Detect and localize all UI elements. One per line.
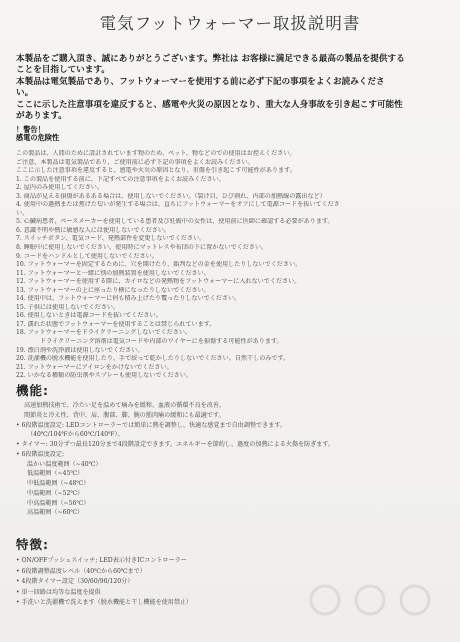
list-item: 11. フットウォーマーと一緒に別の加熱装置を使用しないでください。 bbox=[16, 269, 210, 277]
danger-label: 感電の危険性 bbox=[16, 133, 60, 143]
list-item: • タイマー: 30分ずつ最長120分まで4段階設定できます。エネルギーを節約し、過度の加熱による火傷を防ぎます。 bbox=[16, 441, 335, 448]
list-item: 17. 濡れた状態でフットウォーマーを使用することは禁じられています。 bbox=[16, 320, 216, 328]
list-item: • 手洗いと洗濯機で洗えます（脱水機能と干し機能を使用禁止） bbox=[16, 599, 193, 607]
list-item: 温かい温度範囲（~40℃） bbox=[27, 460, 102, 468]
list-item: 中高温範囲（~56℃） bbox=[27, 499, 90, 507]
list-item: 21. フットウォーマーにアイロンをかけないでください。 bbox=[16, 363, 173, 371]
intro-line: があります。 bbox=[16, 111, 67, 122]
list-item: • 6段階温度設定: bbox=[16, 450, 65, 458]
list-item: この製品は、人間のために設計されています物のため、ペット、物などのでの使用はお控えください。 bbox=[16, 150, 296, 157]
list-item: 3. 商品が見える損傷があるある場合は、使用しないでください。（裂け目、ひび割れ、内部の加熱線の露出など） bbox=[16, 192, 326, 200]
list-item: • 6段階温度設定: LEDコントローラーでは簡単に熱を調整し、快適な感覚まで自由調整できます。 bbox=[16, 421, 287, 429]
list-item: 12. フットウォーマーを使用する際に、カイロなどの発熱物をフットウォーマーに入れないでください。 bbox=[16, 278, 301, 286]
list-item: ご注意、本製品は電気製品であり、ご使用前に必ず下記の事項をよくお読みください。 bbox=[16, 158, 254, 166]
list-item: 高速加熱技術で、冷たい足を温めて痛みを緩和、血液の循環不良を改善。 bbox=[24, 402, 225, 409]
list-item: 4. 使用中の過熱または焦げた匂いが発生する場合は、直ちにフットウォーマーをオフにして電源コードを抜いてくださ bbox=[16, 201, 340, 209]
list-item: 中低温範囲（~48℃） bbox=[27, 480, 90, 487]
list-item: 中温範囲（~52℃） bbox=[27, 489, 84, 497]
list-item: （40℃/104℉から60℃/140℉）。 bbox=[27, 431, 124, 439]
list-item: • 6段階調整温度レベル（40℃から60℃まで） bbox=[16, 567, 146, 575]
features-heading: 特徴: bbox=[16, 537, 49, 552]
list-item: 5. 心臓病患者、ペースメーカーを使用している患者及び妊娠中の女性は、使用前に医師に確認する必要があります。 bbox=[16, 218, 334, 226]
show-through-bleed-icon bbox=[300, 560, 440, 630]
list-item: 15. 子供には使用しないでください。 bbox=[16, 303, 120, 311]
warning-block bbox=[16, 126, 448, 142]
page-title: 電気フットウォーマー取扱説明書 bbox=[99, 14, 361, 33]
intro-line: い。 bbox=[16, 88, 34, 99]
list-item: • 単一回路は均等な温度を提供 bbox=[16, 588, 101, 596]
list-item: • ON/OFFプッシュスイッチ; LED表示付きICコントローラー bbox=[16, 557, 187, 564]
intro-line: 本製品は電気製品であり、フットウォーマーを使用する前に必ず下記の事項をよくお読みくださ bbox=[16, 76, 385, 87]
list-item: 7. スイッチボタン、電気コード、発熱部件を変更しないでください。 bbox=[16, 235, 206, 243]
list-item: 18. フットウォーマーをドライクリーニングしないでください。 bbox=[16, 329, 192, 337]
list-item: 低温範囲（~45℃） bbox=[27, 470, 84, 478]
intro-line: ここに示した注意事項を違反すると、感電や火災の原因となり、重大な人身事故を引き起こす可能性 bbox=[16, 99, 403, 110]
list-item: 20. 洗濯機の脱水機能を使用したり、手で絞って乾かしたりしないでください。自然干しのみです。 bbox=[16, 355, 290, 363]
list-item: 関節炎と冷え性、背中、肩、腹部、脚、腕の筋肉痛の緩和にも最適です。 bbox=[24, 411, 225, 419]
list-item: ここに示した注意事項を違反すると、感電や火災の原因となり、重傷を引き起こす可能性があります。 bbox=[16, 167, 296, 175]
list-item: 13. フットウォーマーの上に座ったり横になったりしないでください。 bbox=[16, 286, 210, 294]
safety-list bbox=[16, 150, 450, 381]
functions-heading: 機能: bbox=[16, 383, 49, 398]
list-item: ドライクリーニング溶剤は電気コードや内部のワイヤーにを損傷する可能性があります。 bbox=[40, 338, 283, 346]
list-item: 高温範囲（~60℃） bbox=[27, 509, 84, 517]
list-item: 10. フットウォーマーを固定するために、穴を開けたり、鋲判などの金を使用したりしないでください。 bbox=[16, 261, 302, 269]
intro-line: ことを目指しています。 bbox=[16, 65, 110, 76]
list-item: 19. 漂白剤や洗浄液は使用しないでください。 bbox=[16, 346, 144, 354]
list-item: • 4段階タイマー設定（30/60/90/120分） bbox=[16, 578, 134, 586]
list-item: い。 bbox=[16, 209, 29, 217]
functions-list bbox=[16, 401, 446, 518]
intro-line: 本製品をご購入頂き、誠にありがとうございます。弊社は お客様に満足できる最高の製品を提供する bbox=[16, 54, 405, 64]
list-item: 9. コードをハンドルとして使用しないでください。 bbox=[16, 252, 158, 260]
list-item: 14. 使用中は、フットウォーマーに何も積み上げたり覆ったりしないでください。 bbox=[16, 295, 241, 303]
list-item: 8. 睡眠中に使用しないでください。使用時にマットレスや布団の下に置かないでください。 bbox=[16, 244, 268, 252]
list-item: 2. 屋内のみ使用してください。 bbox=[16, 184, 103, 192]
warning-header: ！警告！ bbox=[16, 125, 45, 134]
list-item: 1. この製品を使用する前に、下記すべての注意事項をよくお読みください。 bbox=[16, 175, 225, 183]
list-item: 22. いかなる種類の防虫剤やスプレーも使用しないでください。 bbox=[16, 372, 192, 380]
list-item: 16. 使用しないときは電源コードを抜いてください。 bbox=[16, 312, 162, 320]
list-item: 6. 意識不明や熱に敏感な人には使用しないでください。 bbox=[16, 226, 171, 234]
intro-block bbox=[16, 54, 448, 122]
